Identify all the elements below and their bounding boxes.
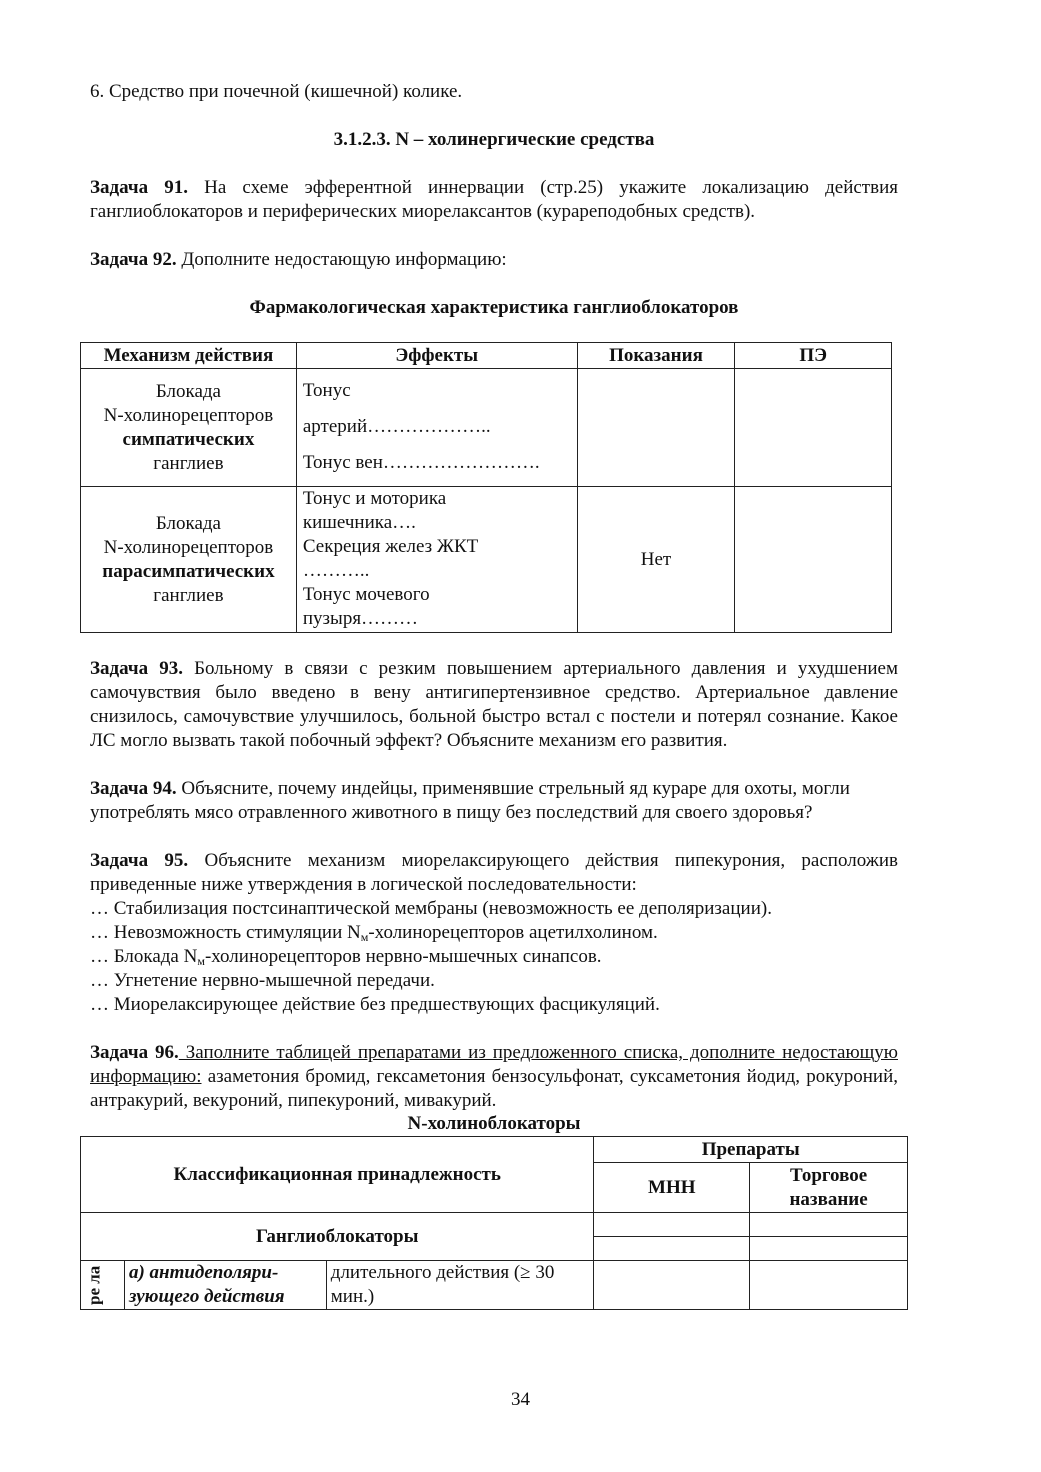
task-96-rest: азаметония бромид, гексаметония бензосульфонат, суксаметония йодид, рокуроний, антракурий, векуроний, пипекуроний, мивакурий.	[90, 1066, 898, 1111]
task-92-label: Задача 92.	[90, 249, 177, 270]
task-95	[90, 849, 898, 897]
table2-header-inn: МНН	[594, 1163, 750, 1213]
table2-header-class: Классификационная принадлежность	[81, 1137, 594, 1213]
table2-cell	[750, 1261, 908, 1310]
table2-ganglioblockers: Ганглиоблокаторы	[81, 1213, 594, 1261]
row1-eff-line3: Тонус вен…………………….	[302, 452, 540, 473]
row2-mech-line4: ганглиев	[153, 584, 224, 606]
row2-mechanism	[81, 487, 297, 633]
table1-header-side-effects: ПЭ	[735, 343, 892, 369]
n-cholinoblocker-table	[80, 1136, 908, 1310]
row1-mech-line1: Блокада	[155, 380, 221, 402]
list-item: … Стабилизация постсинаптической мембраны (невозможность ее деполяризации).	[90, 898, 772, 919]
page-number: 34	[511, 1389, 530, 1410]
row2-eff-line4: ………..	[302, 560, 370, 581]
subscript-m: м	[197, 954, 205, 968]
table-row	[81, 369, 892, 487]
list-item-text: … Блокада N	[90, 946, 198, 967]
table2-cell	[750, 1237, 908, 1261]
table-row	[81, 1261, 908, 1310]
task-91-label: Задача 91.	[90, 177, 188, 198]
task-96-label: Задача 96.	[90, 1042, 179, 1063]
table2-long-action: длительного действия (≥ 30 мин.)	[326, 1261, 594, 1310]
task-92-text: Дополните недостающую информацию:	[176, 249, 507, 270]
task-94-text-continued: употреблять мясо отравленного животного в пищу без последствий для своего здоровья?	[90, 802, 813, 823]
row1-mech-line3: симпатических	[122, 428, 255, 450]
table2-cell	[594, 1213, 750, 1237]
table2-header-drugs: Препараты	[594, 1137, 908, 1163]
ganglioblocker-table	[80, 342, 892, 633]
row2-side-effects	[735, 487, 892, 633]
row2-mech-line2: N-холинорецепторов	[103, 536, 274, 558]
row2-eff-line2: кишечника….	[302, 512, 416, 533]
row2-effects	[296, 487, 577, 633]
table2-cell	[750, 1213, 908, 1237]
table2-cell	[594, 1237, 750, 1261]
table-row	[81, 1213, 908, 1237]
row1-eff-line2: артерий………………..	[302, 416, 491, 437]
list-item	[90, 945, 898, 969]
table2-antidepolarizing: а) антидеполяри-зующего действия	[124, 1261, 326, 1310]
table2-header-trade: Торговое название	[750, 1163, 908, 1213]
row1-mech-line2: N-холинорецепторов	[103, 404, 274, 426]
task-91	[90, 176, 898, 224]
table2-rotated-label: ре ла	[81, 1261, 125, 1310]
task-93	[90, 657, 898, 753]
task-93-label: Задача 93.	[90, 658, 183, 679]
row2-mech-line1: Блокада	[155, 512, 221, 534]
document-page	[84, 80, 898, 1310]
row2-mech-line3: парасимпатических	[102, 560, 275, 582]
row1-indications	[577, 369, 735, 487]
task-93-text: Больному в связи с резким повышением артериального давления и ухудшением самочувствия было введено в вену антигипертензивное средство. Артериальное давление снизилось, самочувствие улучшилось, больной быстро встал с постели и потерял сознание. Какое ЛС могло вызвать такой побочный эффект? Объясните механизм его развития.	[90, 658, 898, 751]
row1-mech-line4: ганглиев	[153, 452, 224, 474]
row2-eff-line3: Секреция желез ЖКТ	[302, 536, 479, 557]
intro-line: 6. Средство при почечной (кишечной) колике.	[90, 81, 463, 102]
task-92	[90, 248, 898, 272]
row2-indications: Нет	[577, 487, 735, 633]
task-94-text: Объясните, почему индейцы, применявшие стрельный яд кураре для охоты, могли	[176, 778, 850, 799]
task-94-label: Задача 94.	[90, 778, 177, 799]
row1-effects	[296, 369, 577, 487]
section-title: 3.1.2.3. N – холинергические средства	[333, 129, 655, 150]
task-96	[90, 1041, 898, 1113]
table-row	[81, 487, 892, 633]
list-item-text: … Невозможность стимуляции N	[90, 922, 361, 943]
task-91-text: На схеме эфферентной иннервации (стр.25) укажите локализацию действия ганглиоблокаторов и периферических миорелаксантов (курареподобных средств).	[90, 177, 898, 222]
table1-header-indications: Показания	[577, 343, 735, 369]
table1-title: Фармакологическая характеристика ганглиоблокаторов	[249, 297, 739, 318]
row1-eff-line1: Тонус	[302, 380, 351, 401]
task-95-label: Задача 95.	[90, 850, 189, 871]
task-96-underlined: Заполните таблицей препаратами из предложенного списка, дополните недостающую информацию:	[90, 1042, 898, 1087]
table1-header-effects: Эффекты	[296, 343, 577, 369]
task-94	[90, 777, 898, 801]
list-item: … Миорелаксирующее действие без предшествующих фасцикуляций.	[90, 994, 660, 1015]
table1-header-mechanism: Механизм действия	[81, 343, 297, 369]
row2-eff-line5: Тонус мочевого	[302, 584, 430, 605]
table2-cell	[594, 1261, 750, 1310]
row2-eff-line6: пузыря………	[302, 608, 419, 629]
row2-eff-line1: Тонус и моторика	[302, 488, 447, 509]
list-item-text-rest: -холинорецепторов нервно-мышечных синапсов.	[204, 946, 602, 967]
row1-mechanism	[81, 369, 297, 487]
table2-title: N-холиноблокаторы	[407, 1113, 581, 1134]
row1-side-effects	[735, 369, 892, 487]
subscript-m: м	[360, 930, 369, 944]
list-item	[90, 921, 898, 945]
list-item-text-rest: -холинорецепторов ацетилхолином.	[368, 922, 658, 943]
list-item: … Угнетение нервно-мышечной передачи.	[90, 970, 435, 991]
task-95-text: Объясните механизм миорелаксирующего действия пипекурония, расположив приведенные ниже утверждения в логической последовательности:	[90, 850, 898, 895]
